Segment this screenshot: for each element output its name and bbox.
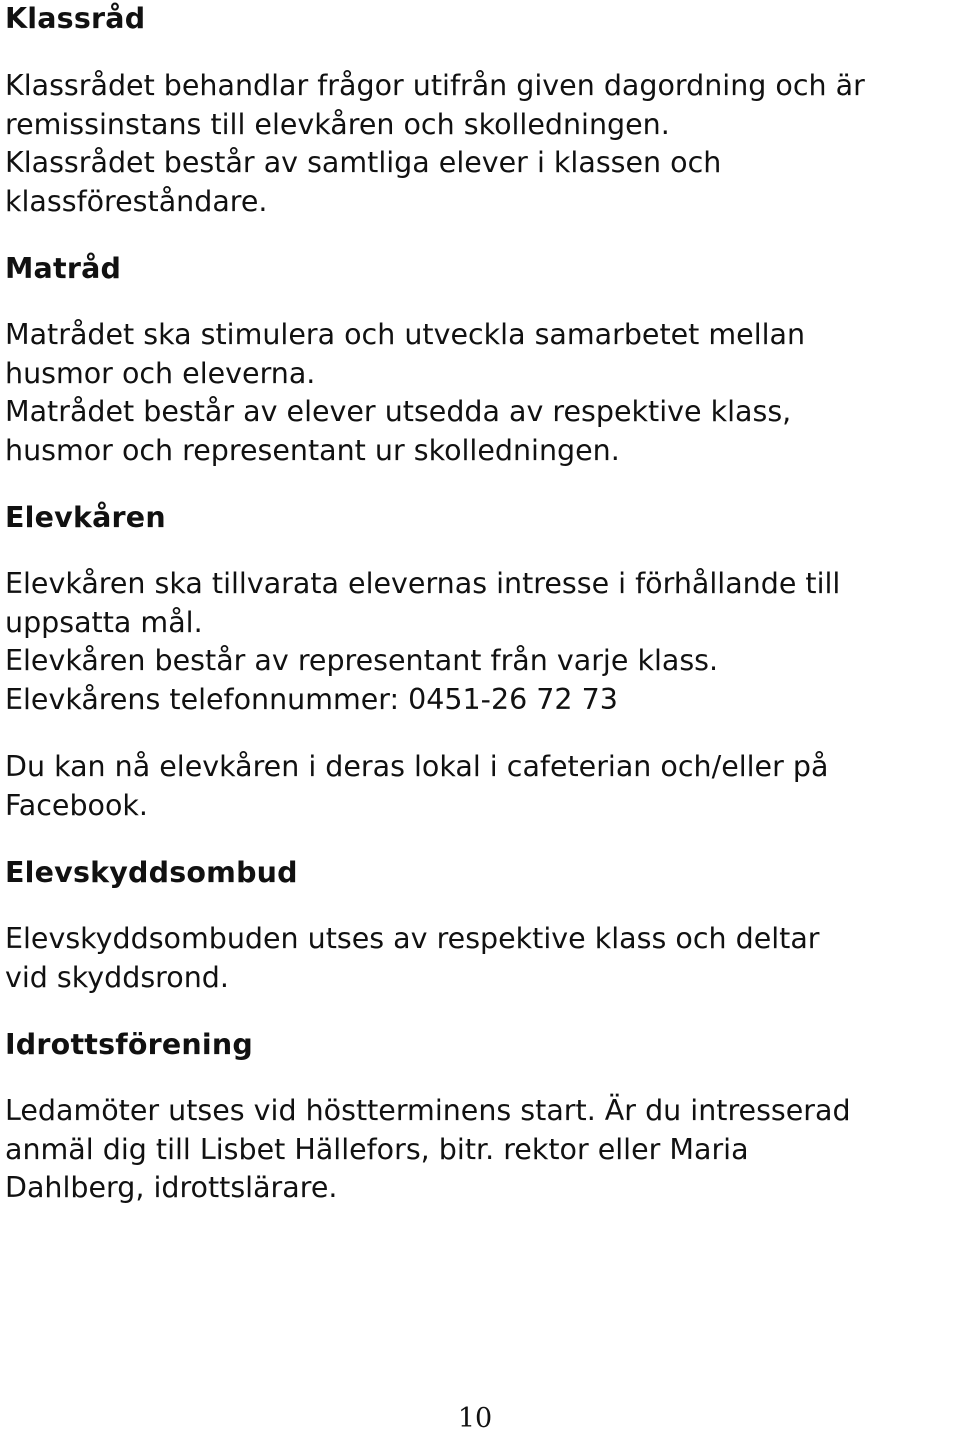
text-line: Facebook. xyxy=(5,788,148,822)
section-heading: Klassråd xyxy=(5,2,146,35)
section-idrottsforening xyxy=(5,1026,955,1208)
section-heading: Idrottsförening xyxy=(5,1028,253,1061)
text-line: Ledamöter utses vid höstterminens start. Är du intresserad xyxy=(5,1094,851,1127)
section-body xyxy=(5,316,955,470)
text-line: Dahlberg, idrottslärare. xyxy=(5,1171,338,1204)
text-line: husmor och eleverna. xyxy=(5,356,316,390)
text-line: Klassrådet behandlar frågor utifrån given dagordning och är xyxy=(5,69,865,102)
section-body xyxy=(5,565,955,719)
document-page xyxy=(5,0,955,1208)
text-line: klassföreståndare. xyxy=(5,184,268,218)
text-line: husmor och representant ur skolledningen. xyxy=(5,433,620,467)
section-heading: Elevkåren xyxy=(5,501,166,534)
section-elevkaren xyxy=(5,499,955,825)
text-line: remissinstans till elevkåren och skolledningen. xyxy=(5,107,670,141)
text-line: Elevskyddsombuden utses av respektive klass och deltar xyxy=(5,922,820,955)
text-line: Klassrådet består av samtliga elever i klassen och xyxy=(5,146,722,179)
text-line: anmäl dig till Lisbet Hällefors, bitr. rektor eller Maria xyxy=(5,1132,749,1166)
text-line: Matrådet ska stimulera och utveckla samarbetet mellan xyxy=(5,318,806,351)
text-line: Elevkåren består av representant från varje klass. xyxy=(5,644,719,677)
page-number: 10 xyxy=(457,1403,493,1434)
text-line: vid skyddsrond. xyxy=(5,960,229,994)
section-elevskyddsombud xyxy=(5,854,955,997)
section-body xyxy=(5,67,955,221)
section-heading: Matråd xyxy=(5,252,122,285)
section-body xyxy=(5,1092,955,1208)
section-body-extra xyxy=(5,748,955,825)
text-line: Elevkåren ska tillvarata elevernas intresse i förhållande till xyxy=(5,567,841,600)
text-line: uppsatta mål. xyxy=(5,605,203,639)
text-line: Elevkårens telefonnummer: 0451-26 72 73 xyxy=(5,682,618,716)
text-line: Matrådet består av elever utsedda av respektive klass, xyxy=(5,395,792,428)
section-klassrad xyxy=(5,0,955,221)
text-line: Du kan nå elevkåren i deras lokal i cafeterian och/eller på xyxy=(5,750,829,783)
section-matrad xyxy=(5,250,955,470)
section-heading: Elevskyddsombud xyxy=(5,856,298,889)
section-body xyxy=(5,920,955,997)
